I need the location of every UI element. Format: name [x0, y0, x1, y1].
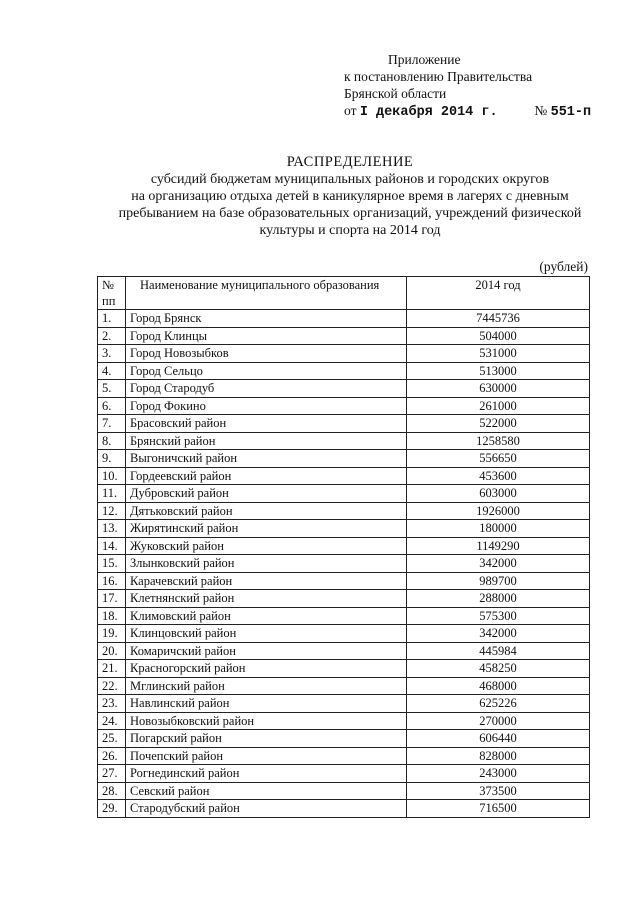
row-number: 10.	[98, 467, 126, 485]
row-name: Город Фокино	[126, 397, 407, 415]
table-row	[98, 555, 590, 573]
table-header-row	[98, 277, 590, 310]
row-value: 531000	[407, 345, 590, 363]
date-value: I декабря 2014 г.	[359, 105, 498, 120]
row-value: 1149290	[407, 537, 590, 555]
row-value: 603000	[407, 485, 590, 503]
table-row	[98, 642, 590, 660]
table-row	[98, 747, 590, 765]
row-value: 625226	[407, 695, 590, 713]
table-row	[98, 345, 590, 363]
row-name: Навлинский район	[126, 695, 407, 713]
row-name: Жуковский район	[126, 537, 407, 555]
row-value: 989700	[407, 572, 590, 590]
row-value: 458250	[407, 660, 590, 678]
row-name: Брянский район	[126, 432, 407, 450]
appendix-line-1: к постановлению Правительства	[344, 69, 533, 84]
row-number: 14.	[98, 537, 126, 555]
row-name: Город Сельцо	[126, 362, 407, 380]
appendix-date-line	[344, 102, 591, 121]
row-name: Почепский район	[126, 747, 407, 765]
table-row	[98, 537, 590, 555]
row-number: 18.	[98, 607, 126, 625]
row-name: Погарский район	[126, 730, 407, 748]
table-row	[98, 397, 590, 415]
row-name: Жирятинский район	[126, 520, 407, 538]
table-row	[98, 625, 590, 643]
row-number: 29.	[98, 800, 126, 818]
row-number: 3.	[98, 345, 126, 363]
appendix-title: Приложение	[388, 52, 461, 67]
table-row	[98, 432, 590, 450]
row-value: 270000	[407, 712, 590, 730]
row-name: Комаричский район	[126, 642, 407, 660]
row-number: 20.	[98, 642, 126, 660]
row-number: 23.	[98, 695, 126, 713]
table-row	[98, 485, 590, 503]
row-number: 7.	[98, 415, 126, 433]
row-name: Город Брянск	[126, 310, 407, 328]
row-number: 12.	[98, 502, 126, 520]
row-name: Злынковский район	[126, 555, 407, 573]
table-row	[98, 765, 590, 783]
header-number-line-2: пп	[102, 294, 116, 308]
table-row	[98, 590, 590, 608]
row-number: 4.	[98, 362, 126, 380]
row-value: 261000	[407, 397, 590, 415]
table-row	[98, 467, 590, 485]
table-row	[98, 450, 590, 468]
table-row	[98, 730, 590, 748]
row-name: Город Клинцы	[126, 327, 407, 345]
row-name: Клинцовский район	[126, 625, 407, 643]
row-name: Гордеевский район	[126, 467, 407, 485]
heading-line-3: пребыванием на базе образовательных организаций, учреждений физической	[118, 206, 582, 221]
row-number: 8.	[98, 432, 126, 450]
appendix-block	[344, 51, 591, 121]
document-heading	[90, 154, 610, 239]
row-number: 2.	[98, 327, 126, 345]
table-row	[98, 800, 590, 818]
row-value: 1926000	[407, 502, 590, 520]
row-name: Карачевский район	[126, 572, 407, 590]
heading-line-2: на организацию отдыха детей в каникулярное время в лагерях с дневным	[131, 189, 569, 204]
table-row	[98, 415, 590, 433]
row-name: Стародубский район	[126, 800, 407, 818]
row-value: 468000	[407, 677, 590, 695]
header-number-line-1: №	[102, 278, 114, 292]
row-number: 16.	[98, 572, 126, 590]
row-name: Город Новозыбков	[126, 345, 407, 363]
table-row	[98, 695, 590, 713]
row-number: 15.	[98, 555, 126, 573]
row-name: Клетнянский район	[126, 590, 407, 608]
row-name: Город Стародуб	[126, 380, 407, 398]
row-name: Новозыбковский район	[126, 712, 407, 730]
row-value: 445984	[407, 642, 590, 660]
table-row	[98, 782, 590, 800]
row-number: 24.	[98, 712, 126, 730]
heading-line-1: субсидий бюджетам муниципальных районов и городских округов	[150, 172, 550, 187]
number-value: 551-п	[550, 105, 592, 120]
row-number: 27.	[98, 765, 126, 783]
row-number: 19.	[98, 625, 126, 643]
row-value: 630000	[407, 380, 590, 398]
unit-label: (рублей)	[539, 259, 588, 274]
row-name: Дятьковский район	[126, 502, 407, 520]
table-row	[98, 502, 590, 520]
heading-line-4: культуры и спорта на 2014 год	[259, 223, 441, 238]
row-number: 28.	[98, 782, 126, 800]
row-name: Брасовский район	[126, 415, 407, 433]
row-name: Севский район	[126, 782, 407, 800]
table-row	[98, 572, 590, 590]
row-value: 180000	[407, 520, 590, 538]
row-value: 288000	[407, 590, 590, 608]
row-number: 6.	[98, 397, 126, 415]
table-body	[98, 310, 590, 818]
row-value: 243000	[407, 765, 590, 783]
row-name: Красногорский район	[126, 660, 407, 678]
document-title: РАСПРЕДЕЛЕНИЕ	[286, 154, 414, 170]
row-value: 1258580	[407, 432, 590, 450]
table-row	[98, 362, 590, 380]
table-row	[98, 380, 590, 398]
row-number: 5.	[98, 380, 126, 398]
row-value: 575300	[407, 607, 590, 625]
row-name: Климовский район	[126, 607, 407, 625]
table-row	[98, 520, 590, 538]
appendix-line-2: Брянской области	[344, 86, 447, 101]
row-value: 7445736	[407, 310, 590, 328]
row-name: Дубровский район	[126, 485, 407, 503]
table-row	[98, 712, 590, 730]
table-row	[98, 607, 590, 625]
table-row	[98, 660, 590, 678]
row-value: 342000	[407, 555, 590, 573]
row-number: 9.	[98, 450, 126, 468]
row-value: 513000	[407, 362, 590, 380]
table-row	[98, 677, 590, 695]
row-name: Рогнединский район	[126, 765, 407, 783]
header-number	[98, 277, 126, 310]
row-name: Выгоничский район	[126, 450, 407, 468]
row-number: 11.	[98, 485, 126, 503]
row-number: 25.	[98, 730, 126, 748]
row-value: 606440	[407, 730, 590, 748]
header-name: Наименование муниципального образования	[126, 277, 407, 310]
row-number: 17.	[98, 590, 126, 608]
table-row	[98, 327, 590, 345]
row-number: 22.	[98, 677, 126, 695]
row-value: 504000	[407, 327, 590, 345]
row-value: 716500	[407, 800, 590, 818]
row-value: 342000	[407, 625, 590, 643]
row-number: 21.	[98, 660, 126, 678]
row-value: 373500	[407, 782, 590, 800]
header-year: 2014 год	[407, 277, 590, 310]
row-name: Мглинский район	[126, 677, 407, 695]
number-label: №	[534, 103, 548, 118]
row-number: 13.	[98, 520, 126, 538]
row-value: 453600	[407, 467, 590, 485]
subsidy-table	[97, 276, 590, 818]
row-number: 26.	[98, 747, 126, 765]
date-prefix: от	[344, 103, 357, 118]
row-value: 828000	[407, 747, 590, 765]
row-value: 522000	[407, 415, 590, 433]
row-number: 1.	[98, 310, 126, 328]
row-value: 556650	[407, 450, 590, 468]
table-row	[98, 310, 590, 328]
